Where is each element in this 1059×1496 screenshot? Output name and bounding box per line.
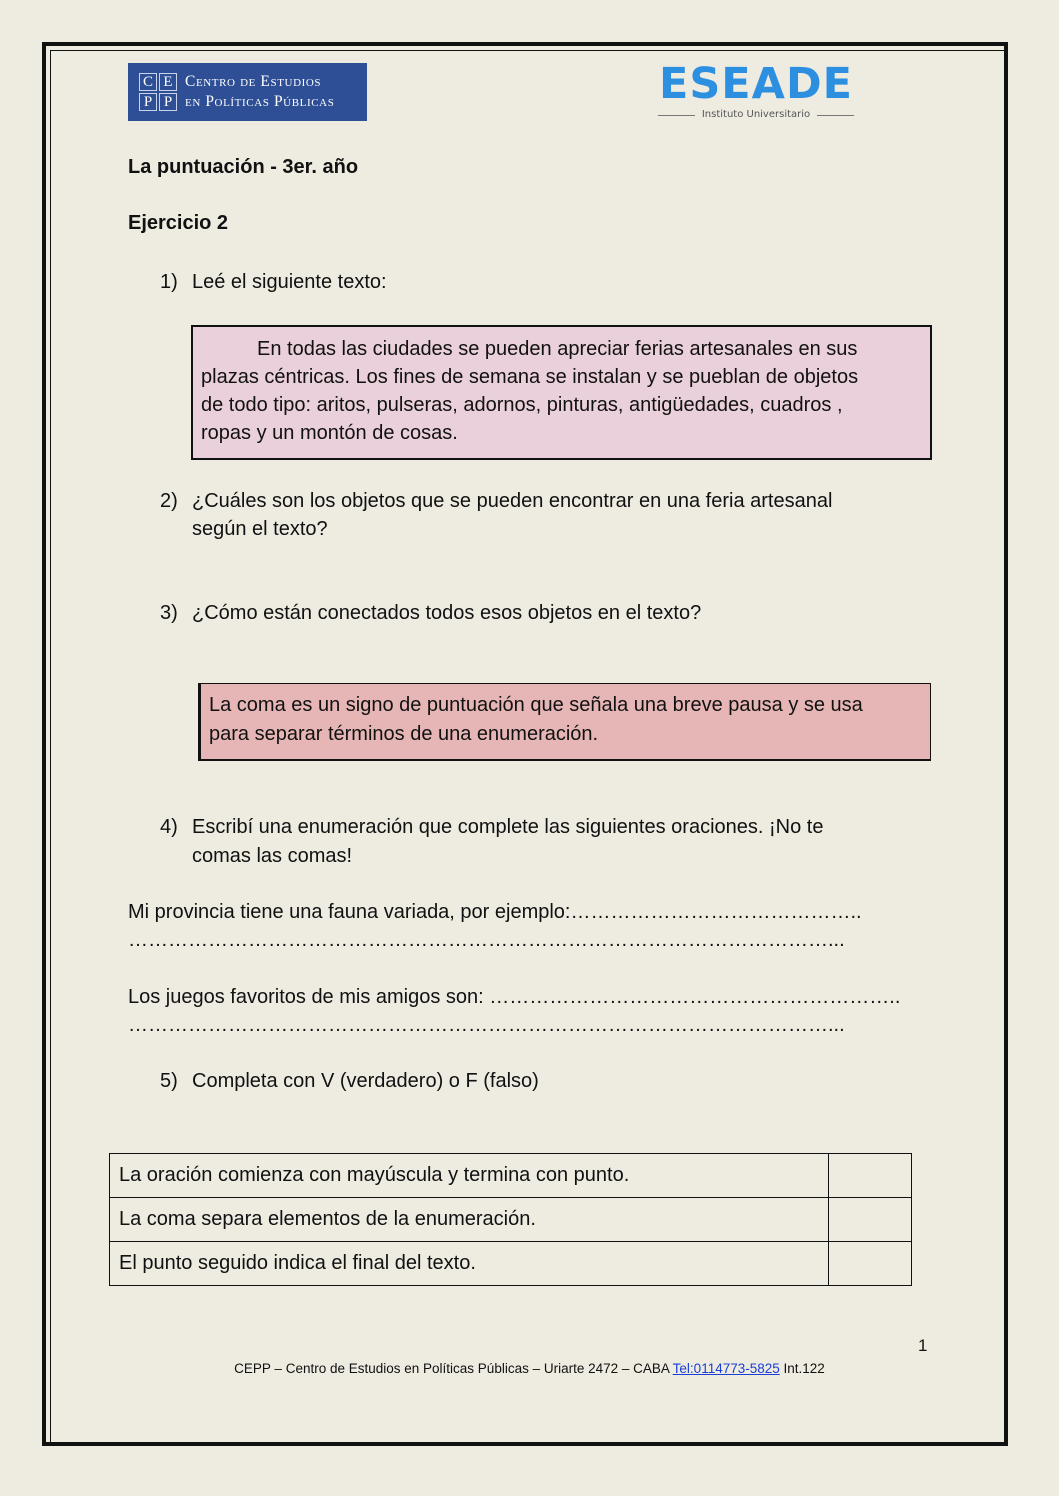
question-number: 3) (160, 602, 178, 624)
question-text: Escribí una enumeración que complete las siguientes oraciones. ¡No te (192, 816, 824, 838)
question-text: ¿Cómo están conectados todos esos objetos en el texto? (192, 602, 702, 624)
answer-cell[interactable] (829, 1198, 912, 1242)
table-row (110, 1242, 912, 1286)
question-4-continuation: comas las comas! (192, 845, 353, 867)
table-row (110, 1198, 912, 1242)
question-number: 4) (160, 816, 178, 838)
eseade-divider-right (817, 115, 854, 116)
reading-line: En todas las ciudades se pueden apreciar ferias artesanales en sus (257, 338, 858, 360)
eseade-logo-subtitle-row (658, 108, 854, 122)
sentence-2: Los juegos favoritos de mis amigos son: …………………………………………………….. (128, 986, 901, 1008)
question-1 (160, 268, 387, 296)
question-text: Completa con V (verdadero) o F (falso) (192, 1070, 539, 1092)
question-2-continuation: según el texto? (192, 518, 328, 540)
question-number: 2) (160, 490, 178, 512)
statement-cell: La oración comienza con mayúscula y termina con punto. (110, 1154, 829, 1198)
table-row (110, 1154, 912, 1198)
page-number: 1 (918, 1336, 928, 1355)
cepp-letter: P (139, 93, 157, 111)
reading-line: plazas céntricas. Los fines de semana se instalan y se pueblan de objetos (201, 366, 859, 388)
answer-cell[interactable] (829, 1242, 912, 1286)
eseade-logo-name: ESEADE (658, 59, 854, 109)
question-number: 1) (160, 271, 178, 293)
cepp-logo-line2: en Políticas Públicas (185, 93, 335, 110)
cepp-letter: P (159, 93, 177, 111)
reading-line: de todo tipo: aritos, pulseras, adornos, pinturas, antigüedades, cuadros , (201, 394, 843, 416)
definition-line: La coma es un signo de puntuación que señala una breve pausa y se usa (209, 694, 863, 716)
footer-extension: Int.122 (779, 1361, 825, 1376)
comma-definition-box (198, 683, 931, 761)
definition-line: para separar términos de una enumeración. (209, 723, 599, 745)
cepp-letter: C (139, 73, 157, 91)
reading-line: ropas y un montón de cosas. (201, 422, 458, 444)
question-text: ¿Cuáles son los objetos que se pueden encontrar en una feria artesanal (192, 490, 833, 512)
question-4 (160, 813, 823, 841)
answer-line-1[interactable]: ……………………………………………………………………………………………... (128, 929, 845, 951)
page-title: La puntuación - 3er. año (128, 156, 359, 178)
question-3 (160, 599, 701, 627)
question-number: 5) (160, 1070, 178, 1092)
footer-text: CEPP – Centro de Estudios en Políticas Públicas – Uriarte 2472 – CABA (234, 1361, 673, 1376)
cepp-logo-line1: Centro de Estudios (185, 73, 322, 90)
eseade-divider-left (658, 115, 695, 116)
exercise-heading: Ejercicio 2 (128, 212, 229, 234)
cepp-logo (128, 63, 367, 121)
eseade-logo-subtitle: Instituto Universitario (701, 109, 811, 120)
question-text: Leé el siguiente texto: (192, 271, 387, 293)
statement-cell: La coma separa elementos de la enumeración. (110, 1198, 829, 1242)
cepp-logo-text (185, 72, 334, 112)
footer-phone-link[interactable]: Tel:0114773-5825 (672, 1361, 780, 1376)
cepp-letter: E (159, 73, 177, 91)
answer-cell[interactable] (829, 1154, 912, 1198)
cepp-logo-mark (139, 73, 177, 111)
reading-text-box (191, 325, 932, 460)
true-false-table (109, 1153, 912, 1286)
sentence-1: Mi provincia tiene una fauna variada, por ejemplo:…………………………………….. (128, 901, 862, 923)
eseade-logo (656, 60, 856, 126)
question-2 (160, 487, 832, 515)
answer-line-2[interactable]: ……………………………………………………………………………………………... (128, 1014, 845, 1036)
statement-cell: El punto seguido indica el final del texto. (110, 1242, 829, 1286)
footer (0, 1361, 1059, 1376)
question-5 (160, 1067, 539, 1095)
